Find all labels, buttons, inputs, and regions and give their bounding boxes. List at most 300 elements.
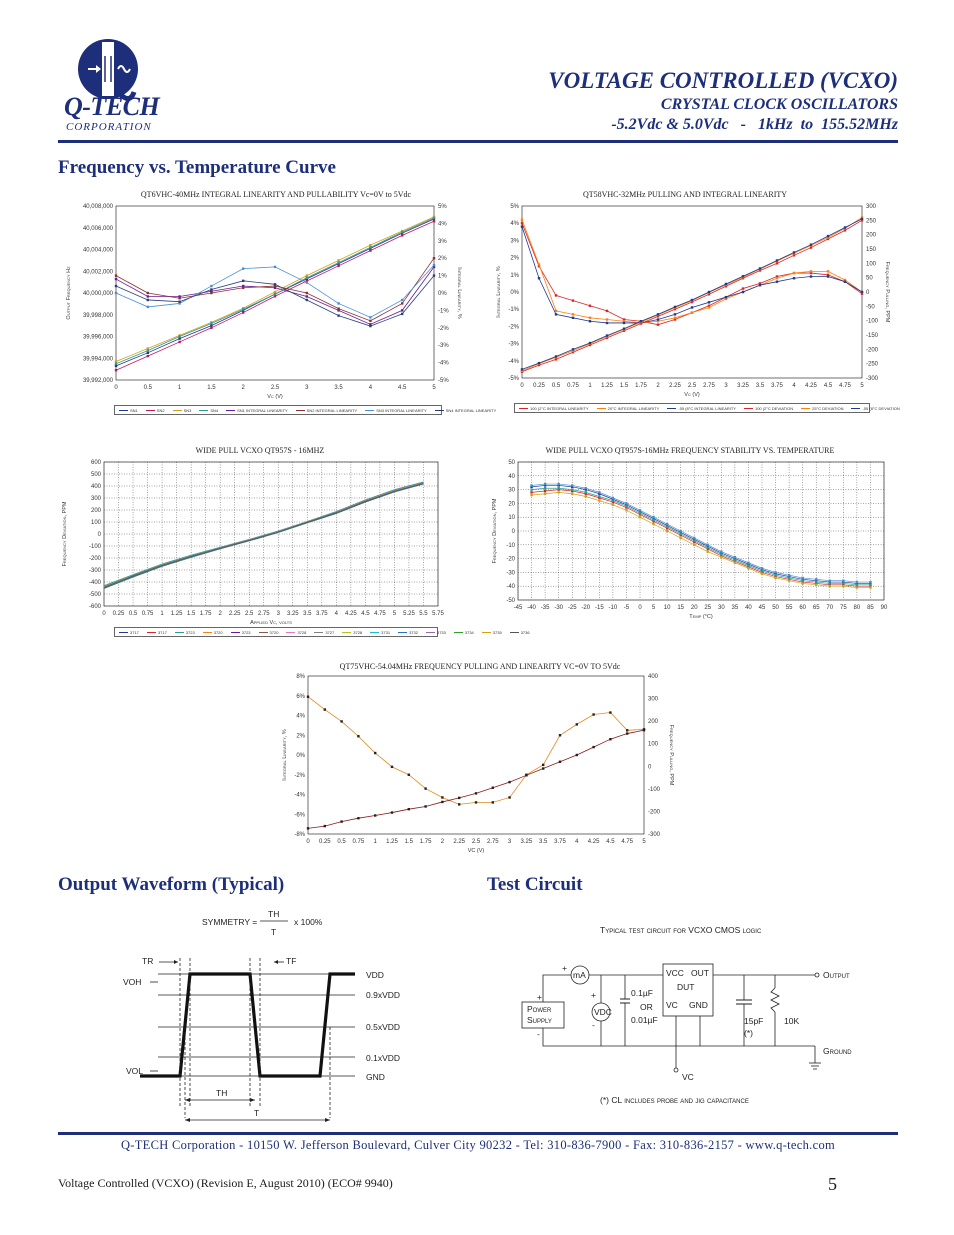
data-point xyxy=(598,491,600,493)
data-point xyxy=(557,487,559,489)
data-point xyxy=(742,275,744,277)
x-tick-label: -15 xyxy=(594,605,604,611)
data-point xyxy=(747,564,749,566)
data-point xyxy=(623,327,625,329)
gnd-label: GND xyxy=(366,1072,385,1082)
y-tick-label: 5% xyxy=(510,204,519,210)
legend-swatch xyxy=(510,632,519,633)
data-point xyxy=(178,337,180,339)
legend-swatch xyxy=(203,632,212,633)
x-tick-label: 2.5 xyxy=(270,385,280,391)
x-tick-label: 2.75 xyxy=(703,383,715,389)
legend-swatch xyxy=(851,408,860,409)
data-point xyxy=(589,320,591,322)
x-tick-label: 55 xyxy=(785,605,793,611)
data-point xyxy=(538,263,540,265)
data-point xyxy=(674,317,676,319)
y-tick-label: -50 xyxy=(506,598,515,604)
vdc-plus: + xyxy=(591,990,596,1000)
y-tick-label: -300 xyxy=(88,568,101,574)
data-point xyxy=(856,584,858,586)
y-tick-label: 1% xyxy=(510,272,519,279)
x-tick-label: 4.5 xyxy=(361,611,370,617)
data-point xyxy=(391,766,393,768)
y-tick-label: 30 xyxy=(508,487,515,494)
data-point xyxy=(369,320,371,322)
data-point xyxy=(592,746,594,748)
data-point xyxy=(475,792,477,794)
data-point xyxy=(720,556,722,558)
data-point xyxy=(707,546,709,548)
data-point xyxy=(306,274,308,276)
y-tick-label: 3% xyxy=(510,238,519,245)
x-tick-label: 0 xyxy=(638,605,642,611)
x-tick-label: -5 xyxy=(623,605,630,611)
y2-tick-label: 150 xyxy=(866,247,877,253)
legend-entry: SN3 xyxy=(173,408,192,413)
data-point xyxy=(508,781,510,783)
data-point xyxy=(525,774,527,776)
x-tick-label: 1.75 xyxy=(419,839,432,845)
p05-label: 0.5xVDD xyxy=(366,1022,401,1032)
data-point xyxy=(598,499,600,501)
data-point xyxy=(337,261,339,263)
legend-swatch xyxy=(435,410,444,411)
data-point xyxy=(369,246,371,248)
data-point xyxy=(788,574,790,576)
legend-swatch xyxy=(199,410,208,411)
y-tick-label: 40,006,000 xyxy=(82,225,113,232)
x-tick-label: 0.75 xyxy=(567,383,579,389)
data-point xyxy=(761,573,763,575)
data-point xyxy=(115,285,117,287)
y-axis-label: Integral Linearity, % xyxy=(282,729,288,781)
y-tick-label: 4% xyxy=(510,221,519,228)
data-point xyxy=(401,313,403,315)
x-tick-label: 4.75 xyxy=(621,839,634,845)
legend-swatch xyxy=(259,632,268,633)
data-point xyxy=(640,320,642,322)
y2-tick-label: -250 xyxy=(866,361,879,368)
data-point xyxy=(679,533,681,535)
legend-entry: SN1 INTEGRAL LINEARITY xyxy=(226,408,288,413)
y2-tick-label: -4% xyxy=(438,360,449,367)
data-point xyxy=(657,323,659,325)
x-tick-label: 50 xyxy=(772,605,779,611)
data-point xyxy=(707,544,709,546)
x-tick-label: 4.25 xyxy=(587,839,600,845)
y-tick-label: -8% xyxy=(294,832,305,838)
data-point xyxy=(707,551,709,553)
y-tick-label: 40,004,000 xyxy=(82,247,113,254)
chart5-title: QT75VHC-54.04MHz FREQUENCY PULLING AND LINEARITY VC=0V TO 5Vdc xyxy=(339,662,621,671)
ground-label: Ground xyxy=(823,1046,852,1056)
data-point xyxy=(606,318,608,320)
header-rule xyxy=(58,140,898,143)
data-point xyxy=(555,355,557,357)
data-point xyxy=(572,299,574,301)
y-tick-label: -30 xyxy=(506,570,515,577)
data-point xyxy=(242,280,244,282)
data-point xyxy=(115,365,117,367)
legend-swatch xyxy=(801,408,810,409)
data-point xyxy=(542,764,544,766)
data-point xyxy=(115,362,117,364)
data-point xyxy=(589,317,591,319)
x-axis-label: VC (V) xyxy=(467,848,485,854)
symmetry-times: x 100% xyxy=(294,917,323,927)
data-point xyxy=(856,581,858,583)
x-tick-label: 3.5 xyxy=(539,839,548,845)
y2-tick-label: -150 xyxy=(866,333,879,339)
legend-entry: SN3 INTEGRAL LINEARITY xyxy=(365,408,427,413)
x-tick-label: 90 xyxy=(880,605,888,611)
data-point xyxy=(761,567,763,569)
chart5 xyxy=(270,670,690,862)
data-point xyxy=(693,544,695,546)
dut-label: DUT xyxy=(677,982,695,992)
data-point xyxy=(571,493,573,495)
data-point xyxy=(557,483,559,485)
data-point xyxy=(374,814,376,816)
data-point xyxy=(585,487,587,489)
legend-entry: 3728 xyxy=(286,630,306,635)
data-point xyxy=(115,278,117,280)
data-point xyxy=(210,288,212,290)
x-tick-label: 0.75 xyxy=(352,839,365,845)
data-point xyxy=(869,586,871,588)
legend-swatch xyxy=(231,632,240,633)
footer-rule xyxy=(58,1132,898,1135)
series-line xyxy=(308,730,644,828)
data-point xyxy=(747,562,749,564)
data-point xyxy=(324,708,326,710)
x-tick-label: 2.5 xyxy=(245,611,254,617)
y2-axis-label: Integral Linearity, % xyxy=(456,267,462,319)
x-tick-label: 0 xyxy=(306,839,310,845)
x-tick-label: 4.75 xyxy=(839,383,851,389)
data-point xyxy=(274,266,276,268)
data-point xyxy=(679,537,681,539)
data-point xyxy=(793,272,795,274)
data-point xyxy=(759,284,761,286)
chart4-title: WIDE PULL VCXO QT957S-16MHz FREQUENCY STABILITY VS. TEMPERATURE xyxy=(545,446,835,455)
legend-entry: SN1 xyxy=(119,408,138,413)
x-tick-label: 2.5 xyxy=(471,839,481,845)
vc-pin: VC xyxy=(666,1000,678,1010)
data-point xyxy=(810,270,812,272)
y2-tick-label: -2% xyxy=(438,325,449,332)
legend-swatch xyxy=(482,632,491,633)
data-point xyxy=(475,801,477,803)
x-tick-label: 3.75 xyxy=(315,611,328,617)
data-point xyxy=(759,267,761,269)
x-tick-label: 0.5 xyxy=(551,383,561,389)
y-tick-label: 300 xyxy=(90,496,101,502)
series-line xyxy=(532,488,871,585)
x-tick-label: 5.25 xyxy=(403,611,415,617)
data-point xyxy=(424,805,426,807)
x-axis-label: Temp (°C) xyxy=(689,614,713,620)
data-point xyxy=(538,362,540,364)
power-supply-label-2: Supply xyxy=(527,1015,552,1025)
legend-swatch xyxy=(370,632,379,633)
data-point xyxy=(827,235,829,237)
voh-label: VOH xyxy=(123,977,142,987)
section-title-freq-temp: Frequency vs. Temperature Curve xyxy=(58,157,336,178)
data-point xyxy=(693,537,695,539)
x-tick-label: 1.5 xyxy=(619,383,629,389)
data-point xyxy=(861,218,863,220)
vc-label: VC xyxy=(682,1072,694,1082)
y-tick-label: 500 xyxy=(90,472,101,478)
data-point xyxy=(639,512,641,514)
data-point xyxy=(720,551,722,553)
data-point xyxy=(274,293,276,295)
data-point xyxy=(827,270,829,272)
vdc-label: VDC xyxy=(594,1007,612,1017)
data-point xyxy=(242,287,244,289)
y-axis-label: Frequency Deviation, PPM xyxy=(492,498,498,564)
data-point xyxy=(374,752,376,754)
legend-swatch xyxy=(342,632,351,633)
data-point xyxy=(306,292,308,294)
data-point xyxy=(589,305,591,307)
y-tick-label: 40,000,000 xyxy=(82,291,113,297)
data-point xyxy=(815,578,817,580)
y2-tick-label: 100 xyxy=(866,261,877,268)
y-tick-label: -40 xyxy=(506,584,515,591)
data-point xyxy=(492,787,494,789)
y-tick-label: 200 xyxy=(90,508,101,514)
data-point xyxy=(666,530,668,532)
data-point xyxy=(369,316,371,318)
data-point xyxy=(391,811,393,813)
page-title: VOLTAGE CONTROLLED (VCXO) xyxy=(548,68,898,93)
data-point xyxy=(774,571,776,573)
data-point xyxy=(306,299,308,301)
legend-swatch xyxy=(146,410,155,411)
data-point xyxy=(115,360,117,362)
ps-minus: - xyxy=(537,1029,540,1039)
y-tick-label: 10 xyxy=(508,515,515,522)
data-point xyxy=(725,283,727,285)
data-point xyxy=(774,574,776,576)
legend-entry: SN2 INTEGRAL LINEARITY xyxy=(296,408,358,413)
legend-swatch xyxy=(147,632,156,633)
chart1-legend xyxy=(114,405,497,415)
vdc-minus: - xyxy=(592,1020,595,1030)
x-tick-label: 30 xyxy=(717,605,725,611)
x-tick-label: 75 xyxy=(839,605,847,611)
y2-tick-label: -300 xyxy=(866,376,879,382)
y-axis-label: Frequency Deviation, PPM xyxy=(62,501,68,567)
data-point xyxy=(147,306,149,308)
y-tick-label: 4% xyxy=(296,713,305,720)
footer-address: Q-TECH Corporation - 10150 W. Jefferson Boulevard, Culver City 90232 - Tel: 310-836-7900 - Fax: 310-836-2157 - www.q-tech.com xyxy=(120,1138,836,1152)
x-axis-label: Vc (V) xyxy=(267,394,283,400)
data-point xyxy=(810,275,812,277)
cap-or-label: OR xyxy=(640,1002,653,1012)
x-tick-label: 2.25 xyxy=(669,383,681,389)
data-point xyxy=(585,491,587,493)
y2-tick-label: 200 xyxy=(866,232,877,239)
tf-label: TF xyxy=(286,956,297,966)
plot-frame xyxy=(308,676,644,834)
y-tick-label: 6% xyxy=(296,693,305,700)
series-line xyxy=(522,217,862,370)
chart4 xyxy=(488,454,900,624)
test-circuit-title: Typical test circuit for VCXO CMOS logic xyxy=(600,925,762,935)
data-point xyxy=(679,530,681,532)
data-point xyxy=(147,299,149,301)
legend-entry: 3720 xyxy=(203,630,223,635)
vcc-pin: VCC xyxy=(666,968,684,978)
ammeter-label: mA xyxy=(573,970,586,980)
data-point xyxy=(559,734,561,736)
legend-swatch xyxy=(426,632,435,633)
data-point xyxy=(734,559,736,561)
data-point xyxy=(742,287,744,289)
x-tick-label: 4 xyxy=(792,383,796,389)
x-tick-label: 3.25 xyxy=(737,383,749,389)
ps-plus: + xyxy=(537,992,542,1002)
data-point xyxy=(708,301,710,303)
y-tick-label: -1% xyxy=(508,307,519,314)
data-point xyxy=(829,579,831,581)
x-tick-label: 1.5 xyxy=(207,385,216,391)
y2-tick-label: 200 xyxy=(648,719,659,726)
legend-swatch xyxy=(296,410,305,411)
data-point xyxy=(557,491,559,493)
x-tick-label: 2.75 xyxy=(486,839,499,845)
data-point xyxy=(815,584,817,586)
data-point xyxy=(115,369,117,371)
x-tick-label: 1.25 xyxy=(386,839,398,845)
x-tick-label: 1 xyxy=(588,383,592,389)
data-point xyxy=(609,711,611,713)
logo-text: Q-TECH xyxy=(64,92,160,121)
legend-entry: 100 (2°C INTEGRAL LINEARITY xyxy=(519,406,589,411)
data-point xyxy=(433,217,435,219)
y-tick-label: -100 xyxy=(88,544,101,550)
data-point xyxy=(639,509,641,511)
gnd-pin: GND xyxy=(689,1000,708,1010)
y2-tick-label: 400 xyxy=(648,674,659,680)
y-tick-label: 0% xyxy=(510,290,519,296)
y-tick-label: -2% xyxy=(508,324,519,331)
chart3 xyxy=(58,454,458,630)
data-point xyxy=(598,495,600,497)
y2-axis-label: Frequency Pulling, PPM xyxy=(884,261,890,323)
legend-entry: -55 (8°C DEVIATION xyxy=(851,406,899,411)
y2-tick-label: 50 xyxy=(866,275,873,282)
y-tick-label: 8% xyxy=(296,674,305,680)
x-tick-label: 1 xyxy=(373,839,377,845)
data-point xyxy=(801,582,803,584)
x-tick-label: 70 xyxy=(826,605,834,611)
x-tick-label: 4.25 xyxy=(805,383,817,389)
data-point xyxy=(589,342,591,344)
data-point xyxy=(776,277,778,279)
data-point xyxy=(178,335,180,337)
legend-entry: 3728 xyxy=(342,630,362,635)
x-tick-label: 3.5 xyxy=(334,385,343,391)
t-label: T xyxy=(254,1108,260,1118)
data-point xyxy=(538,277,540,279)
data-point xyxy=(747,567,749,569)
data-point xyxy=(340,820,342,822)
output-waveform-diagram xyxy=(110,900,420,1125)
x-tick-label: 3.5 xyxy=(755,383,765,389)
data-point xyxy=(774,577,776,579)
y-tick-label: 40,008,000 xyxy=(82,204,113,210)
data-point xyxy=(576,754,578,756)
data-point xyxy=(869,584,871,586)
x-tick-label: 1 xyxy=(177,385,182,391)
y-tick-label: -3% xyxy=(508,341,519,348)
legend-entry: 3723 xyxy=(175,630,195,635)
y2-tick-label: 4% xyxy=(438,221,447,228)
section-title-output-waveform: Output Waveform (Typical) xyxy=(58,874,285,895)
series-line xyxy=(532,490,871,587)
vdd-label: VDD xyxy=(366,970,384,980)
data-point xyxy=(625,505,627,507)
data-point xyxy=(844,280,846,282)
data-point xyxy=(115,274,117,276)
y2-tick-label: 5% xyxy=(438,204,447,210)
x-tick-label: 40 xyxy=(745,605,752,611)
data-point xyxy=(572,348,574,350)
legend-entry: 3735 xyxy=(482,630,502,635)
legend-swatch xyxy=(597,408,606,409)
data-point xyxy=(625,502,627,504)
x-tick-label: 4.75 xyxy=(374,611,386,617)
y-axis-label: Integral Linearity, % xyxy=(496,266,502,318)
x-tick-label: 4 xyxy=(334,611,339,617)
x-tick-label: 0.5 xyxy=(337,839,346,845)
data-point xyxy=(626,732,628,734)
data-point xyxy=(576,723,578,725)
data-point xyxy=(210,285,212,287)
data-point xyxy=(829,585,831,587)
x-tick-label: 1.25 xyxy=(170,611,183,617)
data-point xyxy=(530,488,532,490)
y-tick-label: 0 xyxy=(511,529,515,535)
x-tick-label: 0.5 xyxy=(128,611,138,617)
x-tick-label: 0 xyxy=(114,385,118,391)
data-point xyxy=(401,299,403,301)
data-point xyxy=(691,311,693,313)
data-point xyxy=(652,523,654,525)
x-tick-label: 1.5 xyxy=(186,611,196,617)
data-point xyxy=(530,491,532,493)
y-tick-label: -20 xyxy=(506,556,515,563)
data-point xyxy=(544,490,546,492)
x-tick-label: 4.5 xyxy=(823,383,833,389)
data-point xyxy=(788,579,790,581)
data-point xyxy=(572,313,574,315)
data-point xyxy=(337,259,339,261)
data-point xyxy=(401,309,403,311)
data-point xyxy=(521,368,523,370)
data-point xyxy=(357,735,359,737)
y2-tick-label: -100 xyxy=(866,318,879,325)
x-axis-label: Applied Vc, volts xyxy=(250,620,292,626)
y2-tick-label: 0 xyxy=(866,290,870,296)
chart1-title: QT6VHC-40MHz INTEGRAL LINEARITY AND PULLABILITY Vc=0V to 5Vdc xyxy=(140,190,412,199)
y2-tick-label: 3% xyxy=(438,238,447,245)
